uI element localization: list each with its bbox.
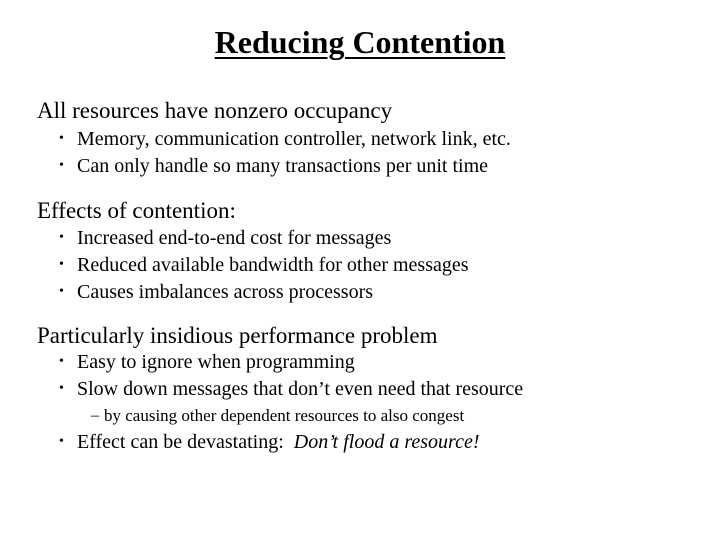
bullet-item (59, 280, 373, 304)
section-heading-occupancy: All resources have nonzero occupancy (37, 98, 393, 123)
bullet-item (59, 226, 391, 250)
bullet-text (77, 430, 479, 454)
dash-icon: – (91, 407, 99, 424)
bullet-icon: • (59, 381, 64, 396)
bullet-item (59, 430, 479, 454)
sub-bullet-text: by causing other dependent resources to also congest (104, 406, 465, 425)
bullet-icon: • (59, 158, 64, 173)
section-heading-insidious: Particularly insidious performance problem (37, 323, 438, 348)
bullet-text: Memory, communication controller, network link, etc. (77, 128, 511, 150)
bullet-text-plain: Effect can be devastating: (77, 431, 289, 453)
bullet-icon: • (59, 257, 64, 272)
bullet-text: Easy to ignore when programming (77, 351, 355, 373)
bullet-icon: • (59, 434, 64, 449)
bullet-item (59, 350, 355, 374)
bullet-text: Reduced available bandwidth for other messages (77, 254, 469, 276)
bullet-icon: • (59, 354, 64, 369)
bullet-text: Slow down messages that don’t even need that resource (77, 378, 524, 400)
bullet-text: Causes imbalances across processors (77, 281, 374, 303)
bullet-text: Can only handle so many transactions per unit time (77, 155, 489, 177)
bullet-text: Increased end-to-end cost for messages (77, 227, 392, 249)
slide-title: Reducing Contention (214, 24, 506, 60)
section-heading-effects: Effects of contention: (37, 198, 236, 223)
bullet-item (59, 127, 511, 151)
bullet-icon: • (59, 230, 64, 245)
bullet-item (59, 253, 469, 277)
bullet-item (59, 377, 523, 401)
bullet-text-emphasis: Don’t flood a resource! (293, 431, 480, 453)
sub-bullet-item (91, 406, 464, 426)
bullet-icon: • (59, 284, 64, 299)
bullet-item (59, 154, 488, 178)
bullet-icon: • (59, 131, 64, 146)
